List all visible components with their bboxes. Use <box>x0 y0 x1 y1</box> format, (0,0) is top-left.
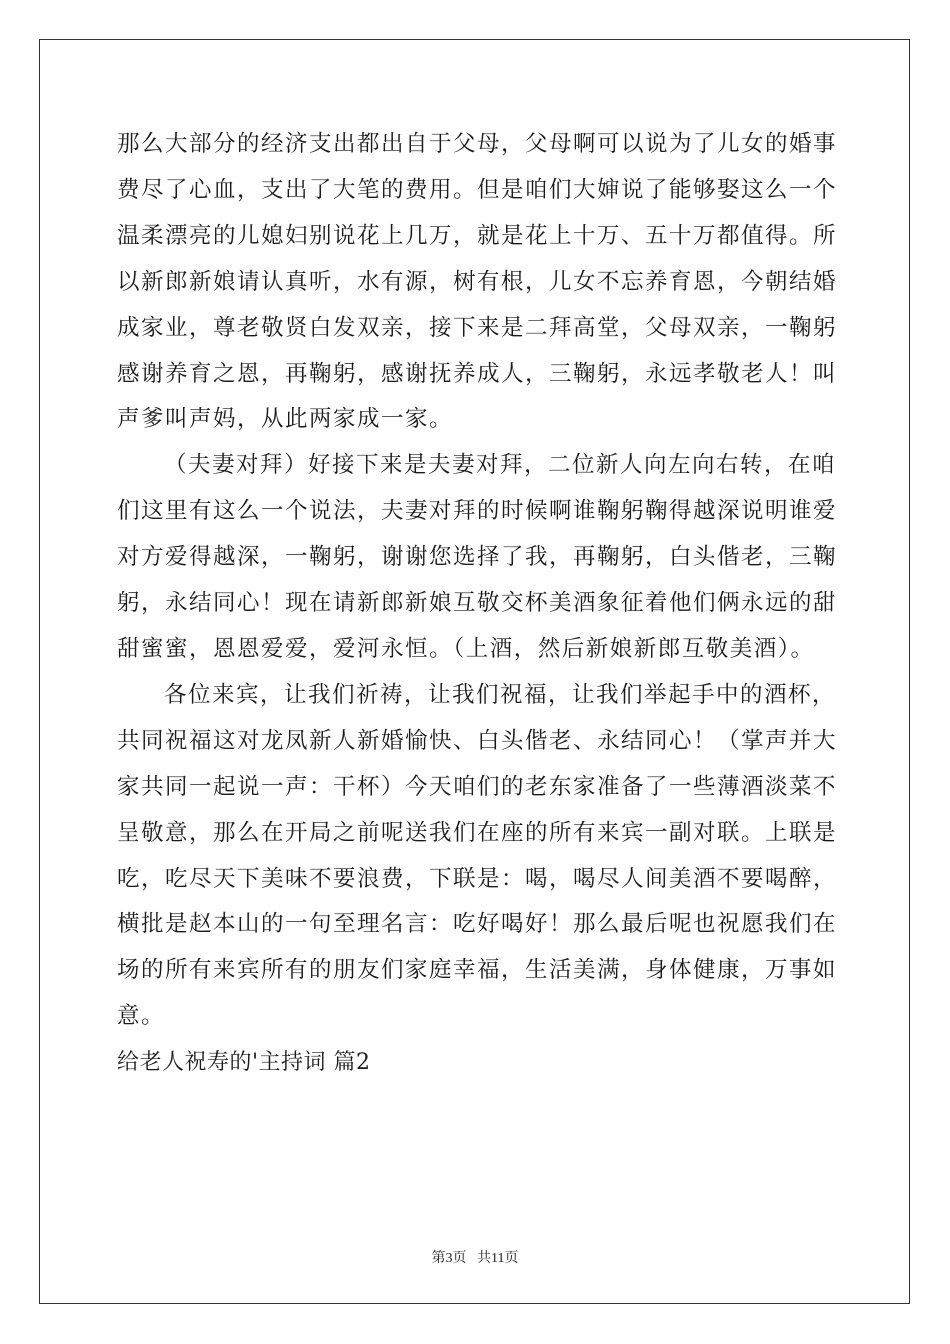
text-line: 声爹叫声妈，从此两家成一家。 <box>117 406 454 433</box>
paragraph-2 <box>117 443 837 673</box>
text-line: 呈敬意，那么在开局之前呢送我们在座的所有来宾一副对联。上联是 <box>117 819 838 846</box>
text-line: 们这里有这么一个说法，夫妻对拜的时候啊谁鞠躬鞠得越深说明谁爱 <box>117 498 838 525</box>
page-number: 第3页 <box>431 1251 467 1266</box>
page-total: 共11页 <box>477 1251 519 1266</box>
text-line: 场的所有来宾所有的朋友们家庭幸福，生活美满，身体健康，万事如 <box>117 957 838 984</box>
text-line: 吃，吃尽天下美味不要浪费，下联是：喝，喝尽人间美酒不要喝醉， <box>117 865 838 892</box>
text-line: （夫妻对拜）好接下来是夫妻对拜，二位新人向左向右转，在咱 <box>164 452 837 479</box>
text-line: 共同祝福这对龙凤新人新婚愉快、白头偕老、永结同心！（掌声并大 <box>117 727 838 754</box>
text-line: 费尽了心血，支出了大笔的费用。但是咱们大婶说了能够娶这么一个 <box>117 176 838 203</box>
text-line: 躬，永结同心！现在请新郎新娘互敬交杯美酒象征着他们俩永远的甜 <box>117 590 838 617</box>
section-heading: 给老人祝寿的'主持词 篇2 <box>117 1050 371 1076</box>
paragraph-3 <box>117 673 837 1040</box>
text-line: 意。 <box>117 1003 166 1030</box>
page-footer <box>0 1247 950 1267</box>
text-line: 以新郎新娘请认真听，水有源，树有根，儿女不忘养育恩，今朝结婚 <box>117 268 838 295</box>
text-line: 各位来宾，让我们祈祷，让我们祝福，让我们举起手中的酒杯， <box>164 681 837 708</box>
text-line: 甜蜜蜜，恩恩爱爱，爱河永恒。（上酒，然后新娘新郎互敬美酒）。 <box>117 635 815 662</box>
text-line: 温柔漂亮的儿媳妇别说花上几万，就是花上十万、五十万都值得。所 <box>117 222 838 249</box>
footer-spacer <box>467 1251 478 1266</box>
document-body <box>117 122 837 1086</box>
text-line: 横批是赵本山的一句至理名言：吃好喝好！那么最后呢也祝愿我们在 <box>117 911 838 938</box>
text-line: 成家业，尊老敬贤白发双亲，接下来是二拜高堂，父母双亲，一鞠躬 <box>117 314 838 341</box>
paragraph-1 <box>117 122 837 443</box>
text-line: 感谢养育之恩，再鞠躬，感谢抚养成人，三鞠躬，永远孝敬老人！叫 <box>117 360 838 387</box>
text-line: 对方爱得越深，一鞠躬，谢谢您选择了我，再鞠躬，白头偕老，三鞠 <box>117 544 838 571</box>
text-line: 家共同一起说一声：干杯）今天咱们的老东家准备了一些薄酒淡菜不 <box>117 773 838 800</box>
text-line: 那么大部分的经济支出都出自于父母，父母啊可以说为了儿女的婚事 <box>117 131 838 157</box>
